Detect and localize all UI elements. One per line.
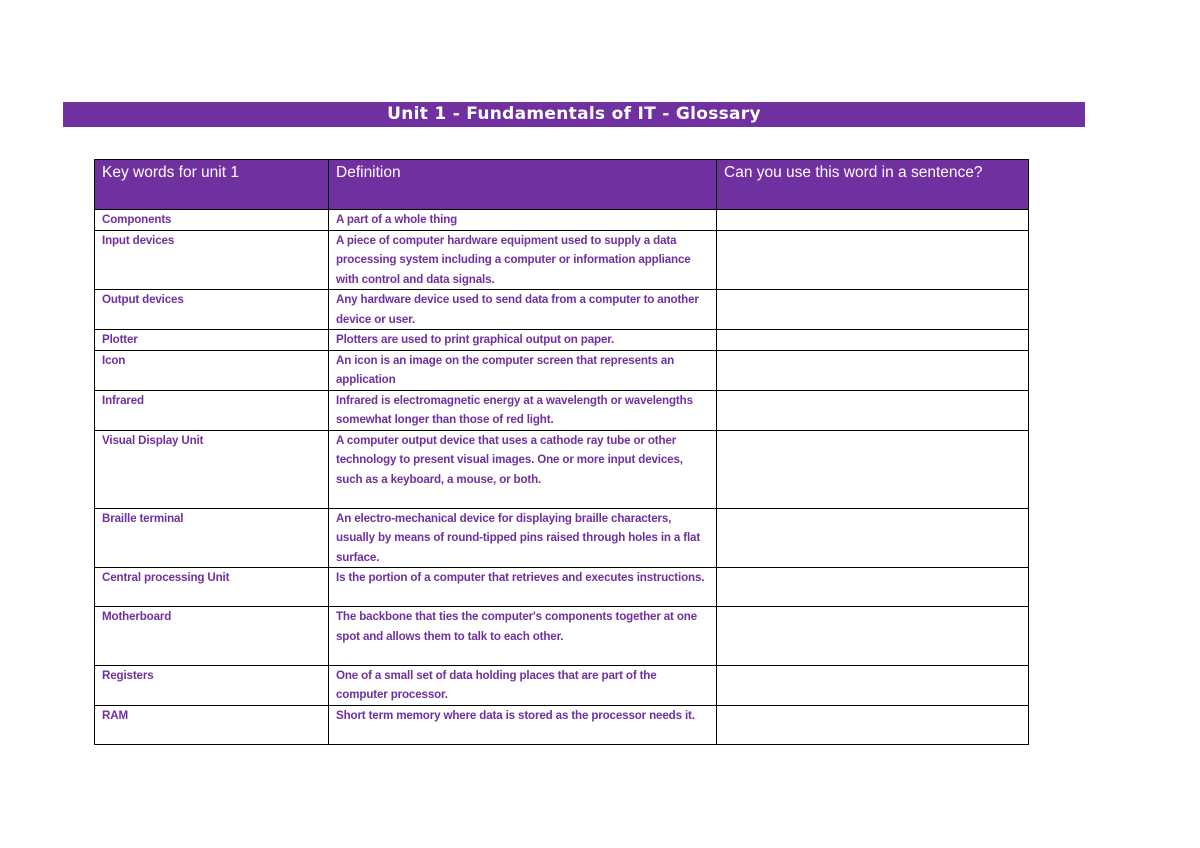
sentence-cell[interactable] — [717, 705, 1029, 744]
header-sentence: Can you use this word in a sentence? — [717, 160, 1029, 210]
term-cell: Visual Display Unit — [95, 430, 329, 508]
header-definition: Definition — [329, 160, 717, 210]
term-cell: Registers — [95, 665, 329, 705]
term-cell: Motherboard — [95, 607, 329, 666]
table-row — [95, 230, 1029, 290]
sentence-cell[interactable] — [717, 290, 1029, 330]
table-row — [95, 290, 1029, 330]
table-row — [95, 210, 1029, 231]
header-key-words: Key words for unit 1 — [95, 160, 329, 210]
table-row — [95, 330, 1029, 351]
table-row — [95, 705, 1029, 744]
sentence-cell[interactable] — [717, 210, 1029, 231]
definition-cell: Is the portion of a computer that retrieves and executes instructions. — [329, 568, 717, 607]
glossary-table — [94, 159, 1029, 745]
sentence-cell[interactable] — [717, 430, 1029, 508]
sentence-cell[interactable] — [717, 390, 1029, 430]
definition-cell: A piece of computer hardware equipment used to supply a data processing system including a computer or information appliance with control and data signals. — [329, 230, 717, 290]
table-row — [95, 390, 1029, 430]
sentence-cell[interactable] — [717, 607, 1029, 666]
definition-cell: The backbone that ties the computer's components together at one spot and allows them to talk to each other. — [329, 607, 717, 666]
definition-cell: A computer output device that uses a cathode ray tube or other technology to present visual images. One or more input devices, such as a keyboard, a mouse, or both. — [329, 430, 717, 508]
definition-cell: An icon is an image on the computer screen that represents an application — [329, 350, 717, 390]
table-row — [95, 350, 1029, 390]
term-cell: Output devices — [95, 290, 329, 330]
sentence-cell[interactable] — [717, 665, 1029, 705]
term-cell: Braille terminal — [95, 508, 329, 568]
term-cell: RAM — [95, 705, 329, 744]
table-row — [95, 665, 1029, 705]
sentence-cell[interactable] — [717, 350, 1029, 390]
definition-cell: Any hardware device used to send data from a computer to another device or user. — [329, 290, 717, 330]
table-row — [95, 568, 1029, 607]
definition-cell: Infrared is electromagnetic energy at a wavelength or wavelengths somewhat longer than those of red light. — [329, 390, 717, 430]
term-cell: Input devices — [95, 230, 329, 290]
term-cell: Central processing Unit — [95, 568, 329, 607]
sentence-cell[interactable] — [717, 568, 1029, 607]
term-cell: Plotter — [95, 330, 329, 351]
term-cell: Icon — [95, 350, 329, 390]
table-row — [95, 607, 1029, 666]
table-header-row — [95, 160, 1029, 210]
page-title: Unit 1 - Fundamentals of IT - Glossary — [63, 102, 1085, 127]
term-cell: Components — [95, 210, 329, 231]
definition-cell: One of a small set of data holding places that are part of the computer processor. — [329, 665, 717, 705]
term-cell: Infrared — [95, 390, 329, 430]
sentence-cell[interactable] — [717, 230, 1029, 290]
definition-cell: An electro-mechanical device for displaying braille characters, usually by means of round-tipped pins raised through holes in a flat surface. — [329, 508, 717, 568]
definition-cell: Plotters are used to print graphical output on paper. — [329, 330, 717, 351]
sentence-cell[interactable] — [717, 508, 1029, 568]
sentence-cell[interactable] — [717, 330, 1029, 351]
table-row — [95, 508, 1029, 568]
definition-cell: A part of a whole thing — [329, 210, 717, 231]
definition-cell: Short term memory where data is stored as the processor needs it. — [329, 705, 717, 744]
table-row — [95, 430, 1029, 508]
